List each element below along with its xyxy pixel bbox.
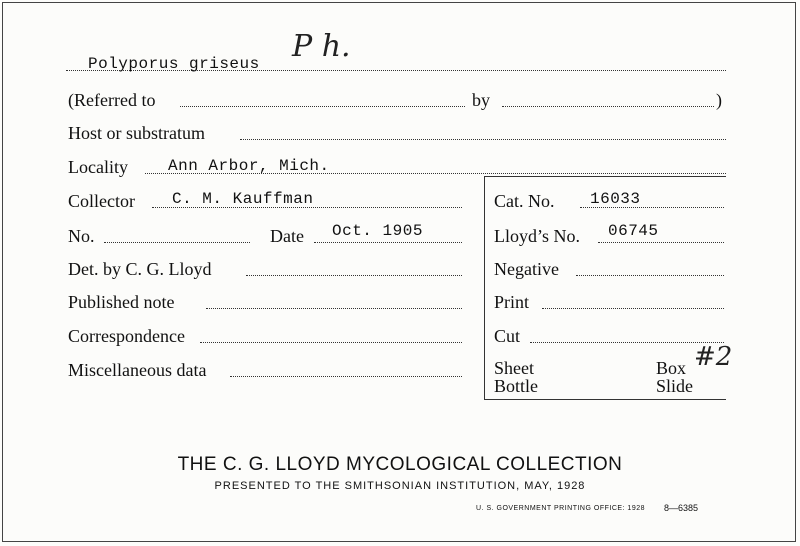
- host-line: [240, 139, 726, 140]
- by-label: by: [472, 90, 490, 110]
- sheet-label: Sheet: [494, 358, 534, 378]
- published-label: Published note: [68, 292, 175, 312]
- locality-label: Locality: [68, 157, 128, 177]
- locality-value: Ann Arbor, Mich.: [168, 157, 330, 175]
- correspondence-line: [200, 342, 462, 343]
- box-number-mark: #2: [694, 342, 733, 372]
- print-label: Print: [494, 292, 530, 312]
- printing-office-imprint: U. S. GOVERNMENT PRINTING OFFICE: 1928: [476, 505, 646, 512]
- negative-line: [576, 275, 724, 276]
- date-line: [314, 242, 462, 243]
- collector-value: C. M. Kauffman: [172, 190, 314, 208]
- det-line: [246, 275, 462, 276]
- collection-title: THE C. G. LLOYD MYCOLOGICAL COLLECTION: [177, 454, 623, 475]
- date-label: Date: [270, 226, 304, 246]
- misc-label: Miscellaneous data: [68, 360, 207, 380]
- species-name: Polyporus griseus: [88, 55, 260, 73]
- referred-to-line: [180, 106, 465, 107]
- box-label: Box: [656, 358, 687, 378]
- no-line: [104, 242, 250, 243]
- lloyds-value: 06745: [608, 222, 659, 240]
- negative-label: Negative: [494, 259, 559, 279]
- cut-label: Cut: [494, 326, 521, 346]
- form-number: 8—6385: [664, 503, 699, 513]
- print-line: [542, 308, 724, 309]
- lloyds-label: Lloyd’s No.: [494, 226, 581, 246]
- date-value: Oct. 1905: [332, 222, 423, 240]
- collection-subtitle: PRESENTED TO THE SMITHSONIAN INSTITUTION, MAY, 1928: [214, 480, 586, 492]
- cat-value: 16033: [590, 190, 641, 208]
- misc-line: [230, 376, 462, 377]
- species-annotation: P h.: [292, 29, 351, 64]
- lloyds-line: [598, 242, 724, 243]
- closing-paren: ): [716, 90, 722, 110]
- collector-label: Collector: [68, 191, 135, 211]
- bottle-label: Bottle: [494, 376, 538, 396]
- correspondence-label: Correspondence: [68, 326, 185, 346]
- host-label: Host or substratum: [68, 123, 205, 143]
- cat-label: Cat. No.: [494, 191, 555, 211]
- slide-label: Slide: [656, 376, 694, 396]
- published-line: [206, 308, 462, 309]
- by-line: [502, 106, 714, 107]
- referred-to-label: (Referred to: [68, 90, 156, 110]
- det-label: Det. by C. G. Lloyd: [68, 259, 212, 279]
- no-label: No.: [68, 226, 95, 246]
